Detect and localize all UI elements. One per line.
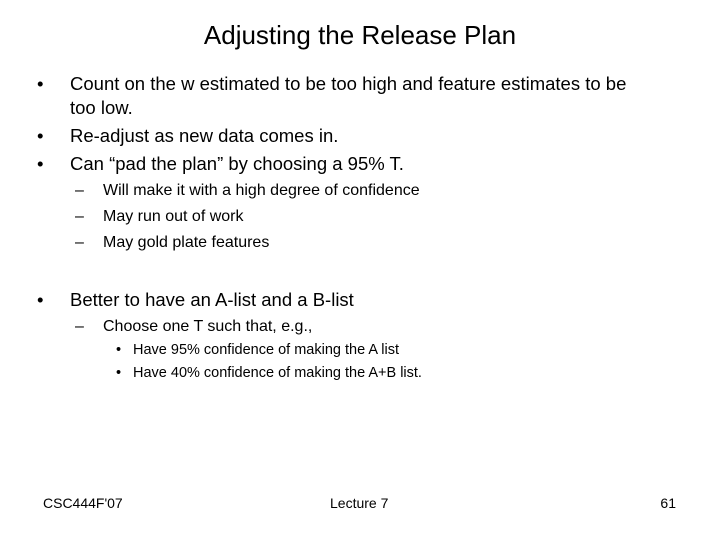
bullet-mark: • (37, 125, 44, 146)
bullet-mark: • (37, 73, 44, 94)
dash-mark: – (75, 234, 84, 251)
third-level-1: Have 95% confidence of making the A list (133, 342, 399, 358)
dash-mark: – (75, 182, 84, 199)
sub-bullet-2: May run out of work (103, 208, 244, 225)
bullet-mark: • (37, 153, 44, 174)
bullet-text-2: Re-adjust as new data comes in. (70, 125, 339, 146)
bullet-mark-small: • (116, 365, 122, 381)
dash-mark: – (75, 318, 84, 335)
bullet-mark: • (37, 289, 44, 310)
third-level-2: Have 40% confidence of making the A+B list. (133, 365, 422, 381)
bullet-mark-small: • (116, 342, 122, 358)
footer-page-number: 61 (660, 495, 676, 511)
slide-title: Adjusting the Release Plan (203, 20, 517, 50)
bullet-text-1-cont: too low. (70, 97, 133, 118)
dash-mark: – (75, 208, 84, 225)
bullet-text-3: Can “pad the plan” by choosing a 95% T. (70, 153, 404, 174)
bullet-text-4: Better to have an A-list and a B-list (70, 289, 354, 310)
footer-course: CSC444F'07 (43, 495, 123, 511)
sub-bullet-1: Will make it with a high degree of confidence (103, 182, 420, 199)
footer-lecture: Lecture 7 (330, 495, 389, 511)
sub-bullet-3: May gold plate features (103, 234, 270, 251)
bullet-text-1: Count on the w estimated to be too high and feature estimates to be (70, 73, 627, 94)
sub-bullet-4: Choose one T such that, e.g., (103, 318, 313, 335)
